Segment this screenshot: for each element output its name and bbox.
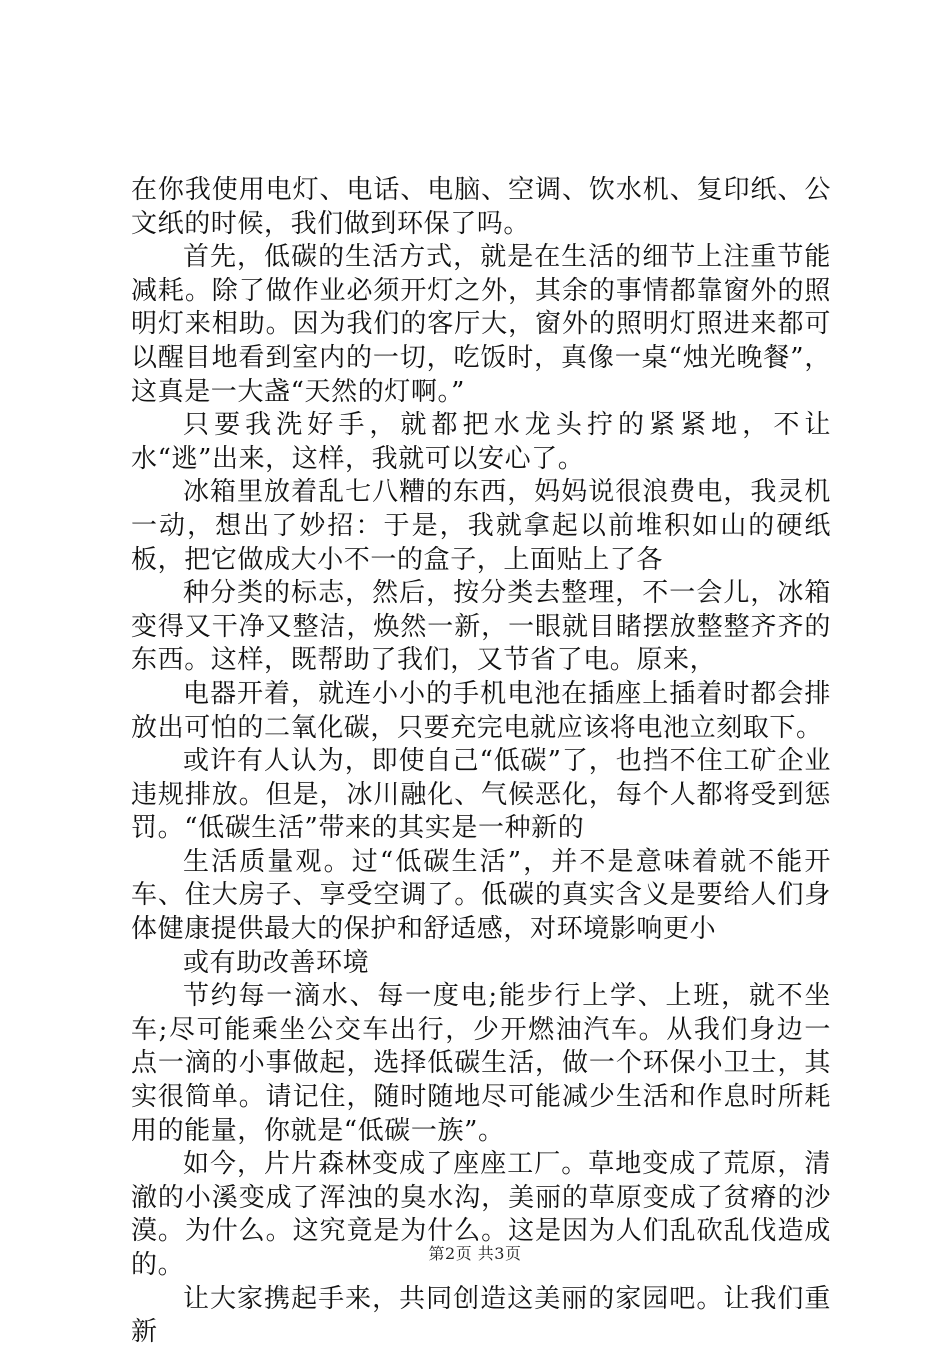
paragraph-10: 节约每一滴水、每一度电;能步行上学、上班，就不坐车;尽可能乘坐公交车出行，少开燃油汽车。从我们身边一点一滴的小事做起，选择低碳生活，做一个环保小卫士，其实很简单。请记住，随时随地尽可能减少生活和作息时所耗用的能量，你就是“低碳一族”。	[131, 981, 831, 1146]
paragraph-11: 如今，片片森林变成了座座工厂。草地变成了荒原，清澈的小溪变成了浑浊的臭水沟，美丽的草原变成了贫瘠的沙漠。为什么。这究竟是为什么。这是因为人们乱砍乱伐造成的。	[131, 1149, 831, 1280]
paragraph-9: 或有助改善环境	[183, 947, 370, 978]
paragraph-8: 生活质量观。过“低碳生活”，并不是意味着就不能开车、住大房子、享受空调了。低碳的真实含义是要给人们身体健康提供最大的保护和舒适感，对环境影响更小	[131, 846, 831, 945]
document-body	[131, 174, 831, 1350]
paragraph-12: 让大家携起手来，共同创造这美丽的家园吧。让我们重新	[131, 1283, 831, 1348]
paragraph-4: 冰箱里放着乱七八糟的东西，妈妈说很浪费电，我灵机一动，想出了妙招：于是，我就拿起以前堆积如山的硬纸板，把它做成大小不一的盒子，上面贴上了各	[131, 477, 831, 575]
paragraph-2: 首先，低碳的生活方式，就是在生活的细节上注重节能减耗。除了做作业必须开灯之外，其余的事情都靠窗外的照明灯来相助。因为我们的客厅大，窗外的照明灯照进来都可以醒目地看到室内的一切，吃饭时，真像一桌“烛光晚餐”，这真是一大盏“天然的灯啊。”	[131, 242, 831, 407]
paragraph-6: 电器开着，就连小小的手机电池在插座上插着时都会排放出可怕的二氧化碳，只要充完电就应该将电池立刻取下。	[131, 678, 831, 743]
paragraph-7: 或许有人认为，即使自己“低碳”了，也挡不住工矿企业违规排放。但是，冰川融化、气候恶化，每个人都将受到惩罚。“低碳生活”带来的其实是一种新的	[131, 746, 831, 844]
paragraph-1: 在你我使用电灯、电话、电脑、空调、饮水机、复印纸、公文纸的时候，我们做到环保了吗。	[131, 175, 831, 239]
paragraph-3: 只要我洗好手，就都把水龙头拧的紧紧地，不让水“逃”出来，这样，我就可以安心了。	[131, 410, 831, 474]
paragraph-5: 种分类的标志，然后，按分类去整理，不一会儿，冰箱变得又干净又整洁，焕然一新，一眼就目睹摆放整整齐齐的东西。这样，既帮助了我们，又节省了电。原来，	[131, 578, 831, 676]
page-number-footer: 第2页 共3页	[428, 1244, 522, 1263]
